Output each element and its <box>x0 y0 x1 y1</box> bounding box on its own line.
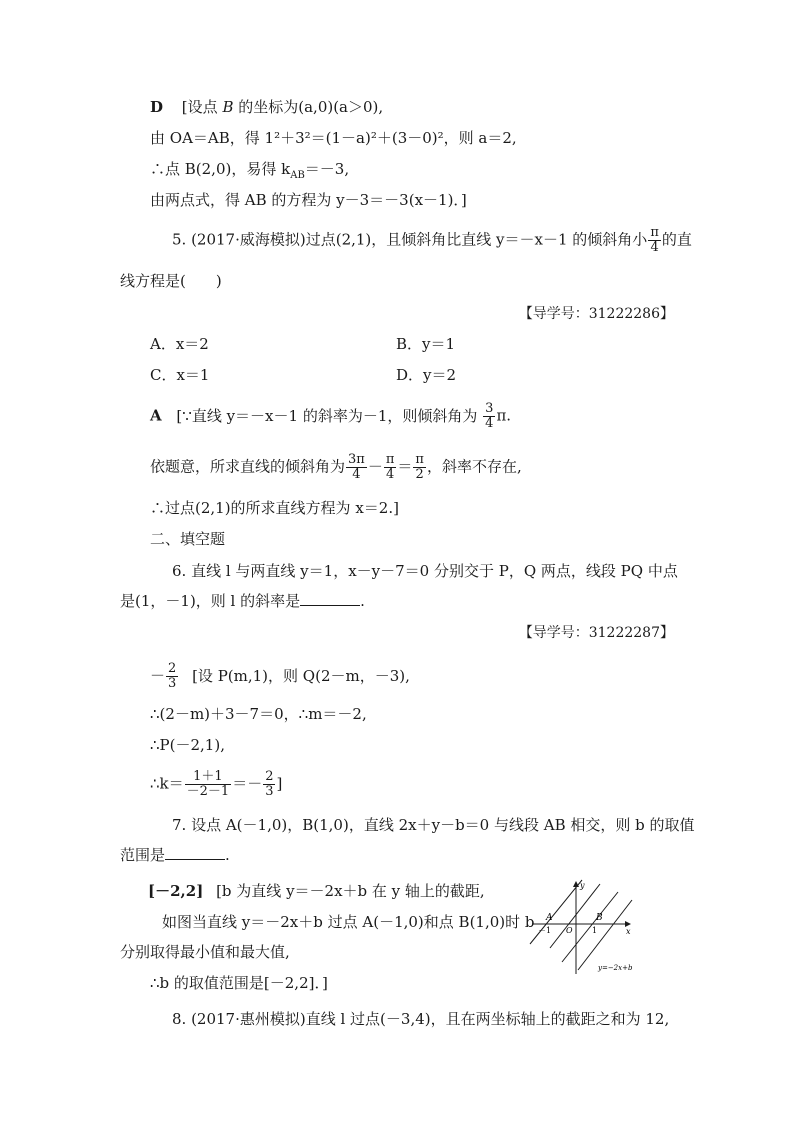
q6-sol-line4 <box>150 770 282 799</box>
q5-answer: A <box>150 406 162 425</box>
q7-answer: [－2,2] <box>148 882 204 900</box>
q5-sol-line1 <box>150 402 511 431</box>
q5-sol2-f2-den: 4 <box>385 467 395 482</box>
q5-sol2-minus: － <box>367 457 383 476</box>
q6-sol4-f1-num: 1＋1 <box>185 770 232 785</box>
q5-sol2-f1-den: 4 <box>352 467 361 482</box>
q6-ans-sign: － <box>150 666 166 685</box>
q5-stem-line1 <box>172 226 692 255</box>
q5-stem-line2: 线方程是( ) <box>120 272 222 290</box>
q4-sol-1c: 的坐标为(a,0)(a＞0), <box>238 98 384 116</box>
tick-pos1: 1 <box>592 926 598 935</box>
point-b-label: B <box>596 913 603 923</box>
q5-ref-number: 【导学号：31222286】 <box>518 306 674 322</box>
q5-option-d: D．y＝2 <box>396 366 457 384</box>
q6-sol-4a: ∴k＝ <box>150 774 184 793</box>
q6-sol-1: [设 P(m,1)，则 Q(2－m，－3), <box>192 666 410 685</box>
q5-sol-line3: ∴过点(2,1)的所求直线方程为 x＝2.] <box>150 499 399 517</box>
origin-label: O <box>566 926 573 935</box>
q6-ans-num: 2 <box>168 661 177 676</box>
q5-sol2-frac3 <box>413 453 426 482</box>
q5-sol-line2 <box>150 453 522 482</box>
q5-sol-2end: ，斜率不存在, <box>426 457 522 476</box>
q6-ans-frac <box>166 662 178 691</box>
q4-sol-3end: ＝－3, <box>304 160 350 178</box>
q5-sol-frac <box>483 402 495 431</box>
q7-graph <box>528 878 648 976</box>
q6-sol4-f2-num: 2 <box>265 769 274 784</box>
q6-sol4-f1-den: －2－1 <box>186 784 230 799</box>
q7-sol-1: [b 为直线 y＝－2x＋b 在 y 轴上的截距, <box>216 882 485 900</box>
line-equation-label: y=−2x+b <box>598 964 633 972</box>
q5-option-c: C．x＝1 <box>150 366 210 384</box>
tick-neg1: －1 <box>538 926 552 935</box>
q8-stem-line1: 8. (2017·惠州模拟)直线 l 过点(－3,4)，且在两坐标轴上的截距之和为 12, <box>172 1010 670 1028</box>
q4-point-b: B <box>222 98 234 116</box>
q7-stem-line2 <box>120 844 230 866</box>
q6-sol4-f2-den: 3 <box>265 784 274 799</box>
x-label: x <box>626 927 631 936</box>
q6-ref-number: 【导学号：31222287】 <box>518 625 674 641</box>
q5-sol2-f1-num: 3π <box>348 452 365 467</box>
q5-option-a: A．x＝2 <box>150 335 209 353</box>
q5-stem-text: 5. (2017·威海模拟)过点(2,1)，且倾斜角比直线 y＝－x－1 的倾斜角小 <box>172 230 648 249</box>
q7-stem-2end: . <box>225 846 230 864</box>
q4-line4: 由两点式，得 AB 的方程为 y－3＝－3(x－1)．] <box>150 191 467 209</box>
q5-sol2-frac2 <box>384 453 397 482</box>
q4-line3 <box>150 158 349 187</box>
q7-stem-2: 范围是 <box>120 846 166 864</box>
y-label: y <box>580 881 585 890</box>
q6-sol-line2: ∴(2－m)＋3－7＝0，∴m＝－2, <box>150 705 367 723</box>
q7-sol-line1 <box>148 880 485 902</box>
q5-sol2-eq: ＝ <box>397 457 413 476</box>
q5-frac-den: 4 <box>650 240 659 255</box>
q6-sol4-eq: ＝－ <box>232 774 263 793</box>
q5-stem-fraction <box>648 226 661 255</box>
point-a-label: A <box>546 913 553 923</box>
line-through-a <box>550 884 600 948</box>
q5-sol-1: [∵直线 y＝－x－1 的斜率为－1，则倾斜角为 <box>176 406 478 425</box>
q5-stem-end: 的直 <box>661 230 692 249</box>
q6-stem-2: 是(1，－1)，则 l 的斜率是 <box>120 592 301 610</box>
q7-sol-line4: ∴b 的取值范围是[－2,2]．] <box>150 974 328 992</box>
q7-answer-blank <box>165 845 225 860</box>
q6-stem-line1: 6. 直线 l 与两直线 y＝1，x－y－7＝0 分别交于 P，Q 两点，线段 PQ 中点 <box>172 562 678 580</box>
q5-frac-num: π <box>650 225 659 240</box>
q6-sol-line3: ∴P(－2,1), <box>150 736 225 754</box>
q5-option-b: B．y＝1 <box>396 335 456 353</box>
q4-sol-3: ∴点 B(2,0)，易得 k <box>150 160 291 178</box>
q5-sol2-f2-num: π <box>385 452 395 467</box>
q5-sol2-frac1 <box>346 453 367 482</box>
q6-ans-den: 3 <box>168 676 177 691</box>
line-right <box>578 900 632 970</box>
q5-sol2-f3-den: 2 <box>415 467 424 482</box>
q4-sub-ab: AB <box>290 170 305 181</box>
q5-sol-1end: π. <box>496 406 512 425</box>
q6-stem-2end: . <box>360 592 365 610</box>
section-fill-in-title: 二、填空题 <box>150 530 226 548</box>
q6-sol-line1 <box>150 662 410 691</box>
q7-stem-line1: 7. 设点 A(－1,0)，B(1,0)，直线 2x＋y－b＝0 与线段 AB 相交，则 b 的取值 <box>172 816 695 834</box>
q4-answer: D <box>150 98 164 116</box>
q6-sol4-frac1 <box>185 770 232 799</box>
q4-line1 <box>150 96 383 118</box>
q6-sol4-end: ] <box>276 774 283 793</box>
q6-sol4-frac2 <box>263 770 275 799</box>
q6-stem-line2 <box>120 590 365 612</box>
q7-sol-line2: 如图当直线 y＝－2x＋b 过点 A(－1,0)和点 B(1,0)时 b <box>162 913 535 931</box>
q4-sol-1: [设点 <box>181 98 218 116</box>
q5-sol-frac-den: 4 <box>485 416 494 431</box>
q4-line2: 由 OA＝AB，得 1²＋3²＝(1－a)²＋(3－0)²，则 a＝2, <box>150 129 517 147</box>
q5-sol-frac-num: 3 <box>485 401 494 416</box>
q7-sol-line3: 分别取得最小值和最大值, <box>120 943 290 961</box>
q6-answer-blank <box>300 591 360 606</box>
q5-sol-2a: 依题意，所求直线的倾斜角为 <box>150 457 346 476</box>
q5-sol2-f3-num: π <box>415 452 424 467</box>
